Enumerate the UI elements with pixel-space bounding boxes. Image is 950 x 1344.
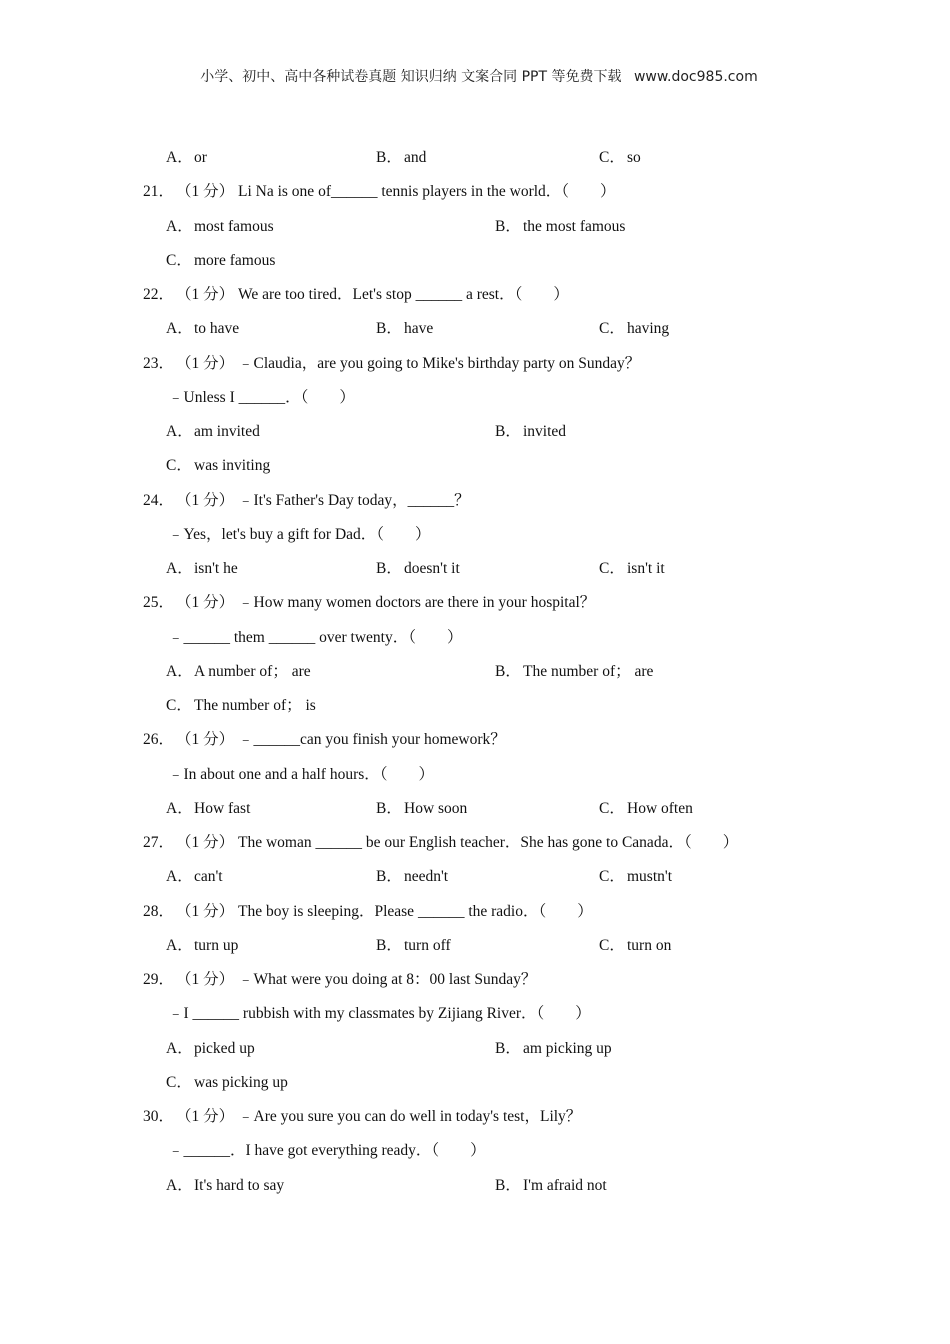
option-b-letter: B． bbox=[376, 149, 402, 166]
question-response-line: ﹣In about one and a half hours．（ ） bbox=[168, 765, 435, 783]
option-c-text: was picking up bbox=[194, 1073, 288, 1091]
question-number: 21． bbox=[143, 183, 175, 201]
option-b-text: I'm afraid not bbox=[523, 1176, 607, 1194]
option-b-letter: B． bbox=[495, 1039, 521, 1057]
option-a-letter: A． bbox=[166, 662, 193, 680]
option-a-text: or bbox=[194, 149, 207, 166]
option-c-letter: C． bbox=[599, 799, 625, 817]
option-b-letter: B． bbox=[376, 868, 402, 886]
question-points: （1 分） bbox=[176, 1108, 235, 1125]
option-a-text: isn't he bbox=[194, 560, 238, 577]
option-b-text: invited bbox=[523, 423, 567, 440]
option-b-text: How soon bbox=[404, 799, 468, 817]
question-stem: We are too tired．Let's stop ______ a rest．（ ） bbox=[238, 286, 569, 303]
option-a-text: It's hard to say bbox=[194, 1176, 285, 1194]
question-points: （1 分） bbox=[176, 354, 235, 372]
question-response-line: ﹣______．I have got everything ready．（ ） bbox=[168, 1142, 486, 1160]
question-stem: The boy is sleeping．Please ______ the radio．（ ） bbox=[238, 902, 593, 920]
question-points: （1 分） bbox=[176, 286, 235, 303]
option-c-text: mustn't bbox=[627, 868, 672, 886]
question-number: 22． bbox=[143, 286, 175, 303]
option-b-text: am picking up bbox=[523, 1039, 612, 1057]
question-number: 30． bbox=[143, 1108, 175, 1125]
question-stem: ﹣Are you sure you can do well in today's test，Lily？ bbox=[238, 1108, 582, 1125]
question-points: （1 分） bbox=[176, 902, 235, 920]
option-a-letter: A． bbox=[166, 217, 193, 235]
option-c-text: was inviting bbox=[194, 457, 271, 475]
option-b-letter: B． bbox=[376, 799, 402, 817]
option-a-letter: A． bbox=[166, 1176, 193, 1194]
option-c-letter: C． bbox=[599, 320, 625, 338]
option-a-text: picked up bbox=[194, 1039, 255, 1057]
question-number: 29． bbox=[143, 971, 175, 988]
option-b-letter: B． bbox=[376, 936, 402, 954]
option-a-letter: A． bbox=[166, 423, 193, 440]
option-a-letter: A． bbox=[166, 560, 193, 577]
question-points: （1 分） bbox=[176, 971, 235, 988]
option-a-text: to have bbox=[194, 320, 240, 338]
option-a-letter: A． bbox=[166, 1039, 193, 1057]
question-number: 26． bbox=[143, 731, 175, 749]
option-b-letter: B． bbox=[495, 1176, 521, 1194]
question-stem: ﹣What were you doing at 8：00 last Sunday？ bbox=[238, 971, 537, 988]
question-points: （1 分） bbox=[176, 834, 235, 851]
option-b-text: have bbox=[404, 320, 434, 338]
option-b-text: turn off bbox=[404, 936, 451, 954]
option-a-letter: A． bbox=[166, 149, 193, 166]
question-number: 27． bbox=[143, 834, 175, 851]
option-c-letter: C． bbox=[599, 149, 625, 166]
question-stem: ﹣How many women doctors are there in your hospital？ bbox=[238, 594, 596, 612]
option-b-text: The number of； are bbox=[523, 662, 654, 680]
option-b-letter: B． bbox=[376, 320, 402, 338]
question-stem: ﹣Claudia，are you going to Mike's birthday party on Sunday？ bbox=[238, 354, 641, 372]
header-site: www.doc985.com bbox=[633, 69, 758, 85]
option-c-letter: C． bbox=[599, 936, 625, 954]
option-b-text: the most famous bbox=[523, 217, 626, 235]
option-c-letter: C． bbox=[166, 251, 192, 269]
question-stem: The woman ______ be our English teacher．She has gone to Canada．（ ） bbox=[238, 834, 739, 851]
option-a-text: am invited bbox=[194, 423, 260, 440]
option-a-letter: A． bbox=[166, 799, 193, 817]
question-response-line: ﹣Yes，let's buy a gift for Dad．（ ） bbox=[168, 525, 431, 543]
option-a-text: How fast bbox=[194, 799, 251, 817]
option-a-text: A number of； are bbox=[194, 662, 311, 680]
option-c-letter: C． bbox=[166, 457, 192, 475]
option-b-text: and bbox=[404, 149, 427, 166]
option-a-letter: A． bbox=[166, 320, 193, 338]
question-stem: ﹣______can you finish your homework？ bbox=[238, 731, 506, 749]
question-stem: Li Na is one of______ tennis players in the world．（ ） bbox=[238, 183, 616, 201]
option-b-letter: B． bbox=[495, 662, 521, 680]
option-a-text: turn up bbox=[194, 936, 239, 954]
option-a-letter: A． bbox=[166, 936, 193, 954]
option-c-text: The number of； is bbox=[194, 697, 316, 714]
question-number: 24． bbox=[143, 491, 175, 509]
option-c-letter: C． bbox=[166, 697, 192, 714]
question-response-line: ﹣Unless I ______．（ ） bbox=[168, 388, 355, 406]
option-b-text: doesn't it bbox=[404, 560, 460, 577]
page-header bbox=[0, 66, 950, 86]
question-points: （1 分） bbox=[176, 731, 235, 749]
option-b-letter: B． bbox=[495, 217, 521, 235]
option-c-text: so bbox=[627, 149, 641, 166]
question-points: （1 分） bbox=[176, 183, 235, 201]
option-c-letter: C． bbox=[166, 1073, 192, 1091]
header-text: 小学、初中、高中各种试卷真题 知识归纳 文案合同 PPT 等免费下载 bbox=[200, 69, 622, 85]
question-points: （1 分） bbox=[176, 491, 235, 509]
option-c-letter: C． bbox=[599, 560, 625, 577]
option-c-text: having bbox=[627, 320, 670, 338]
option-c-text: turn on bbox=[627, 936, 672, 954]
question-response-line: ﹣I ______ rubbish with my classmates by Zijiang River．（ ） bbox=[168, 1005, 591, 1023]
option-a-text: most famous bbox=[194, 217, 274, 235]
question-points: （1 分） bbox=[176, 594, 235, 612]
option-a-letter: A． bbox=[166, 868, 193, 886]
option-b-letter: B． bbox=[495, 423, 521, 440]
option-a-text: can't bbox=[194, 868, 223, 886]
question-number: 25． bbox=[143, 594, 175, 612]
question-stem: ﹣It's Father's Day today，______？ bbox=[238, 491, 470, 509]
option-c-text: How often bbox=[627, 799, 693, 817]
question-number: 23． bbox=[143, 354, 175, 372]
option-c-text: more famous bbox=[194, 251, 276, 269]
option-b-letter: B． bbox=[376, 560, 402, 577]
option-c-text: isn't it bbox=[627, 560, 665, 577]
question-number: 28． bbox=[143, 902, 175, 920]
option-c-letter: C． bbox=[599, 868, 625, 886]
question-response-line: ﹣______ them ______ over twenty．（ ） bbox=[168, 628, 463, 646]
option-b-text: needn't bbox=[404, 868, 449, 886]
